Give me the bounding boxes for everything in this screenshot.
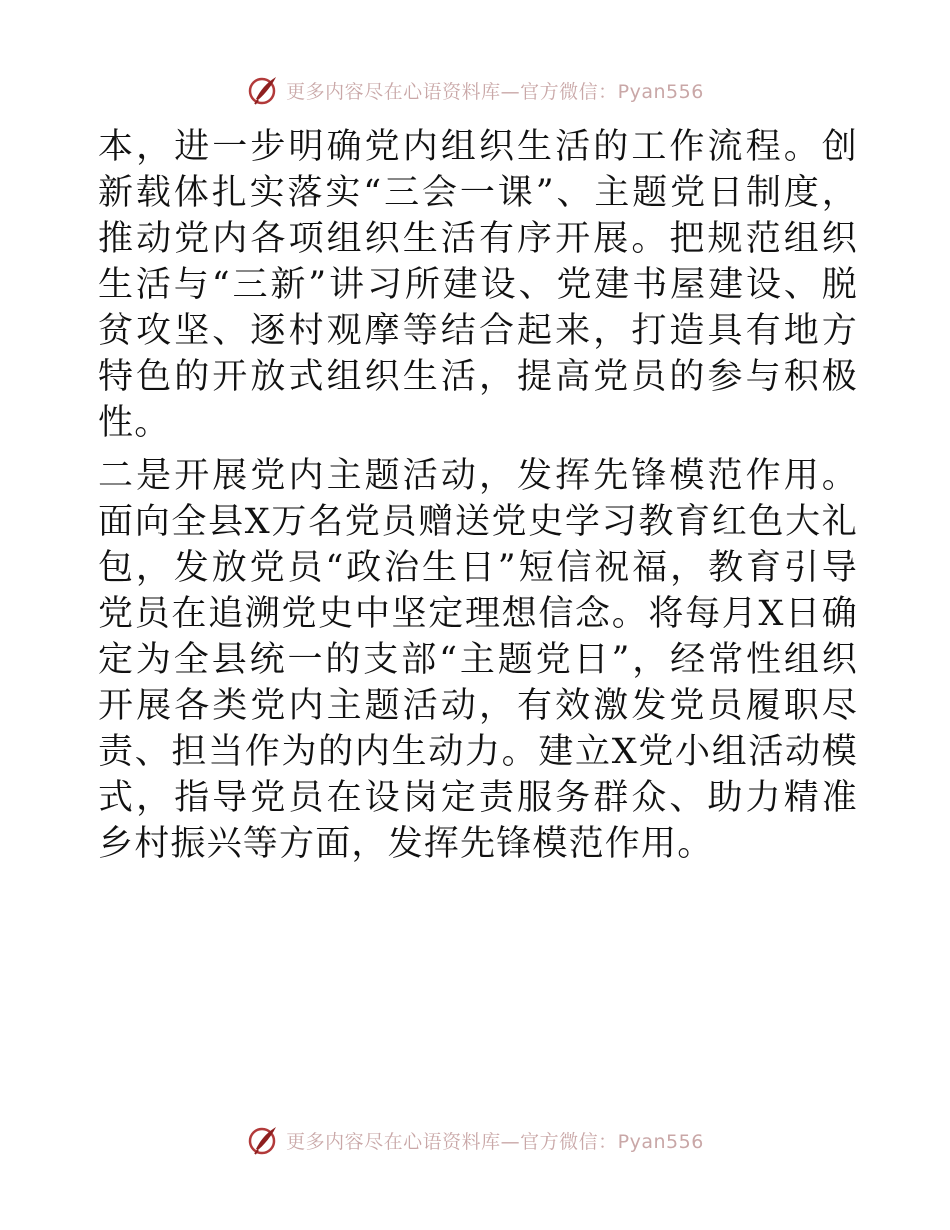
watermark-text: 更多内容尽在心语资料库—官方微信：Pyan556 <box>286 1130 704 1153</box>
document-body <box>98 124 858 867</box>
header-watermark <box>0 70 950 110</box>
footer-watermark <box>0 1120 950 1160</box>
quill-pen-logo-icon <box>246 1123 280 1157</box>
watermark-text: 更多内容尽在心语资料库—官方微信：Pyan556 <box>286 80 704 103</box>
quill-pen-logo-icon <box>246 73 280 107</box>
paragraph-1: 本，进一步明确党内组织生活的工作流程。创新载体扎实落实“三会一课”、主题党日制度，推动党内各项组织生活有序开展。把规范组织生活与“三新”讲习所建设、党建书屋建设、脱贫攻坚、逐村观摩等结合起来，打造具有地方特色的开放式组织生活，提高党员的参与积极性。 <box>98 127 858 443</box>
paragraph-2: 二是开展党内主题活动，发挥先锋模范作用。面向全县X万名党员赠送党史学习教育红色大礼包，发放党员“政治生日”短信祝福，教育引导党员在追溯党史中坚定理想信念。将每月X日确定为全县统一的支部“主题党日”，经常性组织开展各类党内主题活动，有效激发党员履职尽责、担当作为的内生动力。建立X党小组活动模式，指导党员在设岗定责服务群众、助力精准乡村振兴等方面，发挥先锋模范作用。 <box>98 456 858 864</box>
